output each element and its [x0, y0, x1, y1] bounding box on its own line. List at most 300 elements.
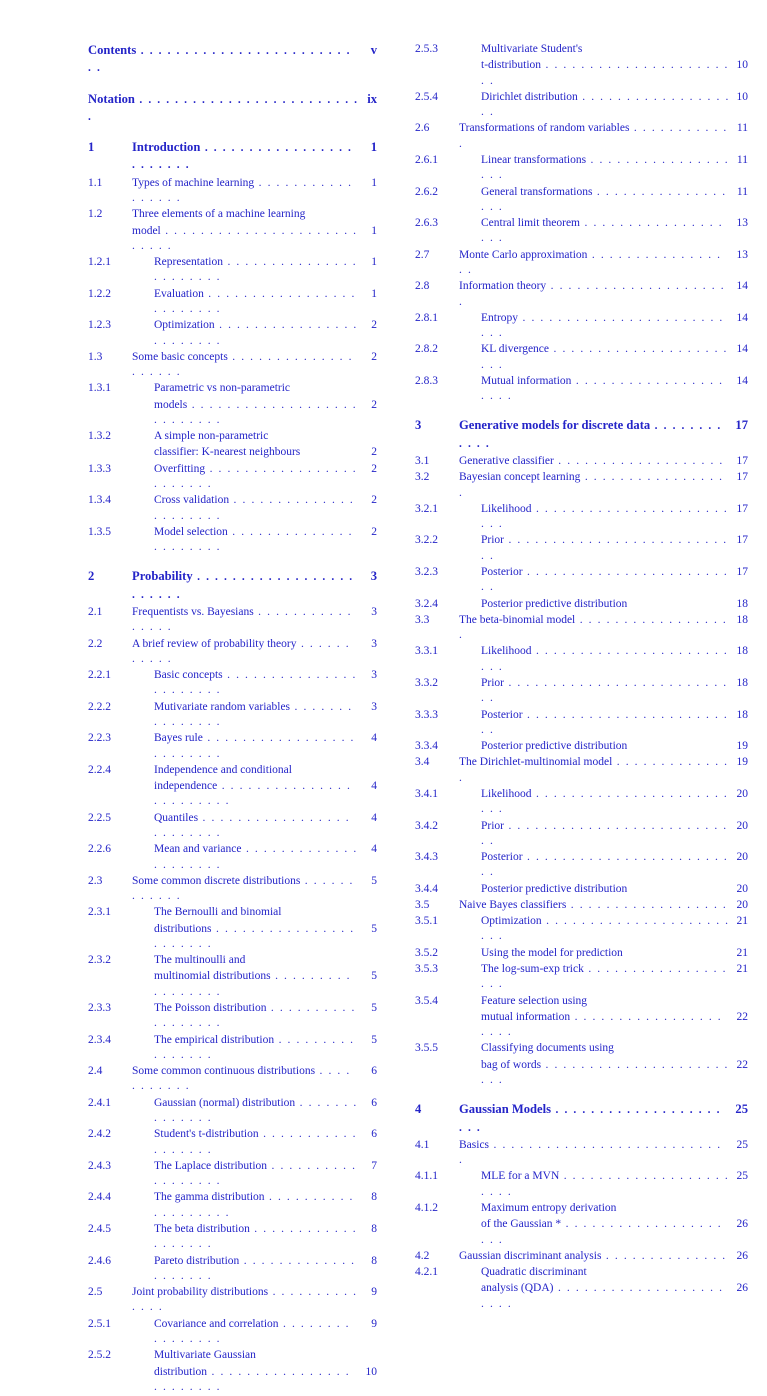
toc-entry-page-number: 13 [736, 248, 748, 261]
toc-entry-number: 2.5.2 [88, 1349, 111, 1362]
toc-entry-title [132, 811, 359, 842]
dot-leader: . . . . . . . . . . . . . . . . . . . . . . . [481, 1282, 724, 1310]
toc-subsection-entry[interactable] [415, 42, 748, 57]
toc-entry-title-text: multinomial distributions [154, 970, 271, 983]
toc-entry-title-text: Quantiles [154, 811, 199, 824]
toc-entry-title [459, 946, 730, 961]
toc-entry-page-number: 26 [736, 1249, 748, 1262]
toc-subsection-entry[interactable] [88, 525, 377, 556]
toc-entry-title-text: Likelihood [481, 502, 532, 515]
toc-entry-page-number: 5 [371, 874, 377, 887]
toc-entry-number: 3.4.4 [415, 882, 438, 895]
toc-entry-title-text: Using the model for prediction [481, 946, 623, 959]
dot-leader: . . . . . . . . . . . . . . . . . . . . . . . . . [154, 811, 351, 839]
toc-subsection-entry[interactable] [88, 462, 377, 493]
toc-entry-number: 2.2.1 [88, 669, 111, 682]
toc-entry-title-text: Prior [481, 819, 504, 832]
toc-subsection-entry[interactable] [88, 1096, 377, 1127]
toc-subsection-entry[interactable] [88, 969, 377, 1000]
toc-entry-title-text: The Poisson distribution [154, 1002, 267, 1015]
toc-subsection-entry[interactable] [415, 58, 748, 89]
dot-leader: . . . . . . . . . . . . . . . . . . . . . . [154, 525, 354, 554]
toc-entry-page-number: 14 [736, 374, 748, 387]
toc-subsection-entry[interactable] [415, 882, 748, 897]
toc-entry-page-number: 8 [371, 1222, 377, 1235]
toc-entry-number: 3.2.1 [415, 502, 438, 515]
toc-entry-title [437, 454, 730, 469]
toc-entry-page-number: 20 [736, 819, 748, 832]
toc-entry-title [132, 398, 359, 429]
toc-entry-title [459, 58, 730, 89]
toc-entry-page-number: 1 [371, 224, 377, 237]
toc-entry-title-text: model [132, 224, 161, 237]
toc-section-entry[interactable] [88, 1285, 377, 1316]
toc-entry-title [459, 565, 730, 596]
toc-entry-page-number: 14 [736, 280, 748, 293]
toc-entry-title [459, 1201, 730, 1216]
toc-subsection-entry[interactable] [415, 994, 748, 1009]
toc-section-entry[interactable] [88, 605, 377, 636]
toc-subsection-entry[interactable] [415, 374, 748, 405]
dot-leader: . . . . . . . . . . . . . . . . . . . [154, 1191, 355, 1219]
toc-subsection-entry[interactable] [88, 1033, 377, 1064]
toc-entry-page-number: 20 [736, 882, 748, 895]
toc-entry-number: 2.8 [415, 280, 430, 293]
toc-entry-title-text: Likelihood [481, 787, 532, 800]
toc-section-entry[interactable] [415, 279, 748, 310]
toc-entry-page-number: 8 [371, 1191, 377, 1204]
toc-subsection-entry[interactable] [415, 1058, 748, 1089]
toc-subsection-entry[interactable] [415, 914, 748, 945]
toc-entry-title [437, 755, 730, 786]
toc-entry-title [110, 1064, 359, 1095]
toc-entry-page-number: 10 [736, 90, 748, 103]
toc-entry-number: 3.4.1 [415, 787, 438, 800]
toc-subsection-entry[interactable] [415, 739, 748, 754]
toc-subsection-entry[interactable] [88, 700, 377, 731]
toc-entry-title-text: The Dirichlet-multinomial model [459, 756, 613, 769]
toc-entry-title [132, 969, 359, 1000]
toc-entry-title-text: Introduction [132, 140, 201, 155]
toc-entry-title [110, 139, 359, 174]
toc-entry-title [110, 176, 359, 207]
toc-entry-page-number: 13 [736, 217, 748, 230]
toc-entry-page-number: 3 [371, 700, 377, 713]
toc-entry-number: 2.2.5 [88, 811, 111, 824]
toc-section-entry[interactable] [88, 224, 377, 255]
toc-entry-page-number: 20 [736, 787, 748, 800]
toc-entry-title [110, 568, 359, 603]
toc-section-entry[interactable] [415, 470, 748, 501]
toc-entry-title [132, 1317, 359, 1348]
toc-entry-number: 1.2 [88, 208, 103, 221]
toc-section-entry[interactable] [415, 454, 748, 469]
toc-entry-number: 3.1 [415, 455, 430, 468]
dot-leader: . . . . . . . . . . . . . . . . . . . . . . . . . . . [481, 819, 728, 847]
toc-entry-number: 2.4.1 [88, 1096, 111, 1109]
toc-section-entry[interactable] [88, 350, 377, 381]
toc-subsection-entry[interactable] [415, 1041, 748, 1056]
toc-section-entry[interactable] [415, 755, 748, 786]
dot-leader: . . . . . . . . . . . . . . . . . . . . . . . . . . [88, 45, 352, 75]
dot-leader: . . . . . . . . . . . . . . . . . . . . . . . . . [481, 645, 729, 673]
toc-section-entry[interactable] [415, 1138, 748, 1169]
toc-entry-title-text: of the Gaussian * [481, 1218, 562, 1231]
toc-entry-title-text: The Bernoulli and binomial [154, 906, 282, 919]
toc-entry-title [459, 90, 730, 121]
toc-subsection-entry[interactable] [415, 311, 748, 342]
toc-entry-page-number: 11 [736, 122, 748, 135]
dot-leader: . . . . . . . . . . . . . . . . [154, 1033, 355, 1061]
dot-leader: . . . . . . . . . . . . . . . . . . . . . . [154, 494, 355, 522]
toc-entry-title-text: Parametric vs non-parametric [154, 382, 291, 395]
toc-entry-page-number: 17 [736, 566, 748, 578]
toc-subsection-entry[interactable] [88, 1254, 377, 1285]
toc-entry-title-text: The beta-binomial model [459, 613, 576, 626]
dot-leader: . . . . . . . . . . . . . . . . . . [459, 613, 728, 642]
toc-subsection-entry[interactable] [415, 216, 748, 247]
toc-entry-title-text: Pareto distribution [154, 1254, 240, 1267]
toc-chapter-entry[interactable] [415, 1101, 748, 1136]
toc-entry-title-text: Entropy [481, 311, 519, 324]
toc-subsection-entry[interactable] [88, 1159, 377, 1190]
toc-entry-number: 3.3.4 [415, 740, 438, 753]
dot-leader: . . . . . . . . . . . . . . . . . . . . . . . [154, 669, 357, 697]
toc-entry-page-number: 10 [365, 1365, 377, 1378]
toc-section-entry[interactable] [88, 176, 377, 207]
toc-entry-title-text: Model selection [154, 525, 228, 538]
toc-entry-page-number: 21 [736, 915, 748, 928]
dot-leader: . . . . . . . . . . . . . . . . . . . [481, 217, 724, 245]
toc-entry-page-number: 18 [736, 645, 748, 658]
toc-entry-number: 2.2.4 [88, 763, 111, 776]
toc-entry-page-number: 20 [736, 898, 748, 911]
toc-section-entry[interactable] [88, 637, 377, 668]
toc-subsection-entry[interactable] [88, 763, 377, 778]
toc-subsection-entry[interactable] [88, 1365, 377, 1396]
toc-subsection-entry[interactable] [415, 1265, 748, 1280]
toc-entry-title-text: Notation [88, 91, 135, 106]
toc-entry-title-text: The gamma distribution [154, 1191, 265, 1204]
dot-leader: . . . . . . . . . . . . . . . . . . . . . . . . . . . [154, 398, 358, 426]
toc-subsection-entry[interactable] [88, 318, 377, 349]
dot-leader: . . . . . . . . . . . . . . . . . . . . . [481, 1218, 723, 1246]
dot-leader: . . . . . . . . . . . . . . . . . . . . . . . . . . . [481, 534, 728, 562]
toc-entry-page-number: 2 [371, 350, 377, 363]
toc-entry-title [132, 763, 359, 778]
dot-leader: . . . . . . . . . . . . . . . . . . . . . . . [481, 59, 730, 87]
toc-entry-title-text: Gaussian discriminant analysis [459, 1249, 602, 1262]
toc-entry-page-number: 14 [736, 311, 748, 324]
toc-subsection-entry[interactable] [88, 1222, 377, 1253]
toc-entry-title-text: Feature selection using [481, 994, 588, 1007]
toc-entry-page-number: 2 [371, 398, 377, 411]
toc-entry-title [132, 1033, 359, 1064]
toc-subsection-entry[interactable] [88, 287, 377, 318]
toc-entry-page-number: 26 [736, 1218, 748, 1231]
toc-subsection-entry[interactable] [88, 1127, 377, 1158]
toc-section-entry[interactable] [415, 898, 748, 913]
toc-entry-number: 2.3.4 [88, 1033, 111, 1046]
toc-entry-title-text: Basics [459, 1138, 490, 1151]
toc-entry-number: 2 [88, 569, 95, 584]
toc-subsection-entry[interactable] [415, 676, 748, 707]
dot-leader: . . . . . . . . . . . . . . [132, 1286, 358, 1314]
toc-entry-number: 2.3.3 [88, 1002, 111, 1015]
toc-entry-number: 2.4 [88, 1065, 103, 1078]
toc-entry-number: 3 [415, 418, 422, 433]
dot-leader: . . . . . . . . . . . . . . . . . . . . . . . [481, 1170, 730, 1198]
toc-entry-title-text: Optimization [154, 319, 215, 332]
toc-entry-title [132, 1365, 359, 1396]
toc-entry-page-number: 18 [736, 613, 748, 626]
toc-subsection-entry[interactable] [415, 962, 748, 993]
toc-section-entry[interactable] [415, 248, 748, 279]
toc-entry-title-text: Transformations of random variables [459, 122, 630, 135]
toc-frontmatter-entry[interactable] [88, 42, 377, 77]
dot-leader: . . . . . . . . . . . . . . . . . . [154, 1128, 358, 1156]
toc-entry-title-text: Posterior [481, 708, 523, 721]
toc-entry-title [459, 644, 730, 675]
toc-entry-title-text: Prior [481, 534, 504, 547]
toc-entry-title [437, 470, 730, 501]
dot-leader: . . . . . . . . . . . . . . [601, 1249, 727, 1262]
dot-leader: . . . . . . . . . . . [132, 1065, 351, 1093]
toc-chapter-entry[interactable] [88, 139, 377, 174]
toc-subsection-entry[interactable] [88, 779, 377, 810]
toc-entry-number: 2.6.2 [415, 185, 438, 198]
toc-subsection-entry[interactable] [88, 811, 377, 842]
toc-section-entry[interactable] [88, 1064, 377, 1095]
toc-entry-number: 2.3 [88, 874, 103, 887]
dot-leader: . . . . . . . . . . . . . . . . . . . . [132, 350, 354, 379]
toc-entry-title [459, 882, 730, 897]
toc-entry-title-text: Basic concepts [154, 669, 223, 682]
toc-subsection-entry[interactable] [415, 153, 748, 184]
toc-entry-number: 2.6.3 [415, 217, 438, 230]
toc-entry-page-number: 17 [736, 534, 748, 547]
toc-entry-number: 4 [415, 1102, 422, 1117]
dot-leader: . . . . . . . . . . . . . . . . . . [481, 185, 727, 213]
toc-entry-number: 2.2.2 [88, 700, 111, 713]
toc-entry-title [437, 121, 730, 152]
toc-entry-page-number: 22 [736, 1058, 748, 1071]
toc-entry-number: 3.5.2 [415, 946, 438, 959]
toc-section-entry[interactable] [88, 874, 377, 905]
toc-subsection-entry[interactable] [88, 668, 377, 699]
toc-section-entry[interactable] [415, 1249, 748, 1264]
toc-entry-number: 2.5.3 [415, 43, 438, 55]
toc-subsection-entry[interactable] [415, 1217, 748, 1248]
toc-subsection-entry[interactable] [415, 565, 748, 596]
toc-entry-page-number: 5 [371, 970, 377, 983]
toc-entry-title-text: General transformations [481, 185, 593, 198]
dot-leader: . . . . . . . . . . . . . . . . . [154, 970, 352, 998]
toc-entry-number: 2.2 [88, 637, 103, 650]
toc-entry-title-text: Generative classifier [459, 455, 554, 468]
toc-entry-title-text: A brief review of probability theory [132, 637, 297, 650]
toc-subsection-entry[interactable] [415, 819, 748, 850]
toc-subsection-entry[interactable] [88, 731, 377, 762]
toc-entry-page-number: 4 [371, 843, 377, 856]
toc-entry-page-number: 9 [371, 1286, 377, 1299]
toc-entry-number: 3.3.3 [415, 708, 438, 721]
toc-entry-title [132, 462, 359, 493]
toc-entry-title [437, 1249, 730, 1264]
toc-entry-title [132, 525, 359, 556]
toc-entry-title [459, 502, 730, 533]
toc-entry-page-number: 5 [371, 1002, 377, 1015]
toc-entry-page-number: 5 [371, 1033, 377, 1046]
toc-entry-title-text: Information theory [459, 280, 547, 293]
toc-entry-number: 2.4.4 [88, 1191, 111, 1204]
dot-leader: . . . . . . . . . . . . . . . . . . . . . . . . . [481, 787, 729, 816]
dot-leader: . . . . . . . . . . . . . . . . . . . . . . [459, 1104, 722, 1134]
toc-entry-title [459, 153, 730, 184]
toc-entry-page-number: 7 [371, 1159, 377, 1172]
toc-subsection-entry[interactable] [415, 787, 748, 818]
toc-entry-number: 3.5.5 [415, 1042, 438, 1055]
toc-subsection-entry[interactable] [415, 1010, 748, 1041]
toc-entry-page-number: 1 [371, 287, 377, 300]
toc-entry-title [459, 374, 730, 405]
toc-entry-title-text: Generative models for discrete data [459, 418, 651, 433]
toc-subsection-entry[interactable] [415, 533, 748, 564]
toc-entry-title-text: Three elements of a machine learning [132, 208, 306, 221]
toc-entry-title-text: Some common discrete distributions [132, 874, 301, 887]
toc-entry-title [459, 1169, 730, 1200]
toc-subsection-entry[interactable] [88, 445, 377, 460]
toc-entry-title [132, 700, 359, 731]
toc-entry-page-number: 1 [371, 256, 377, 269]
toc-entry-number: 3.2.2 [415, 534, 438, 547]
toc-entry-page-number: 19 [736, 756, 748, 769]
dot-leader: . . . . . . . . . . . . . . . . . [459, 248, 722, 276]
toc-subsection-entry[interactable] [88, 1190, 377, 1221]
toc-subsection-entry[interactable] [415, 597, 748, 612]
toc-subsection-entry[interactable] [415, 90, 748, 121]
toc-subsection-entry[interactable] [88, 905, 377, 920]
dot-leader: . . . . . . . . . . . . [132, 874, 355, 903]
toc-entry-title-text: Some basic concepts [132, 350, 228, 363]
toc-entry-title [132, 905, 359, 920]
toc-subsection-entry[interactable] [415, 644, 748, 675]
toc-entry-page-number: 6 [371, 1065, 377, 1078]
toc-entry-title [437, 1138, 730, 1169]
toc-entry-page-number: 1 [371, 176, 377, 189]
toc-entry-title [437, 613, 730, 644]
toc-entry-number: 4.1.2 [415, 1201, 438, 1214]
toc-entry-page-number: 3 [370, 569, 377, 584]
toc-entry-page-number: 20 [736, 851, 748, 864]
toc-entry-title-text: Classifying documents using [481, 1042, 614, 1055]
toc-subsection-entry[interactable] [415, 1201, 748, 1216]
toc-subsection-entry[interactable] [415, 946, 748, 961]
toc-subsection-entry[interactable] [415, 342, 748, 373]
toc-entry-number: 2.2.3 [88, 732, 111, 745]
toc-chapter-entry[interactable] [88, 568, 377, 603]
toc-entry-title-text: Probability [132, 569, 193, 584]
toc-entry-page-number: 17 [736, 502, 748, 515]
toc-subsection-entry[interactable] [88, 493, 377, 524]
toc-subsection-entry[interactable] [415, 502, 748, 533]
toc-entry-title [459, 216, 730, 247]
dot-leader: . . . . . . . . . . . . . . . . . . [154, 1002, 356, 1030]
toc-frontmatter-entry[interactable] [88, 91, 377, 126]
toc-entry-number: 3.3.2 [415, 676, 438, 689]
toc-entry-number: 1.1 [88, 176, 103, 189]
toc-subsection-entry[interactable] [415, 185, 748, 216]
toc-subsection-entry[interactable] [88, 429, 377, 444]
toc-entry-title [132, 1159, 359, 1190]
toc-entry-page-number: 18 [736, 708, 748, 721]
toc-entry-title-text: KL divergence [481, 343, 550, 356]
toc-entry-title-text: distributions [154, 922, 212, 935]
toc-subsection-entry[interactable] [415, 850, 748, 881]
toc-subsection-entry[interactable] [88, 398, 377, 429]
toc-entry-title-text: classifier: K-nearest neighbours [154, 446, 301, 459]
toc-entry-title [110, 605, 359, 636]
toc-subsection-entry[interactable] [88, 953, 377, 968]
toc-entry-number: 4.2.1 [415, 1266, 438, 1279]
toc-subsection-entry[interactable] [88, 1001, 377, 1032]
toc-entry-number: 3.3.1 [415, 645, 438, 658]
toc-entry-page-number: 2 [371, 319, 377, 332]
toc-section-entry[interactable] [415, 613, 748, 644]
toc-subsection-entry[interactable] [88, 381, 377, 396]
toc-entry-title [459, 533, 730, 564]
toc-entry-title [459, 787, 730, 818]
toc-entry-title [459, 994, 730, 1009]
toc-entry-title-text: Quadratic discriminant [481, 1266, 587, 1279]
toc-subsection-entry[interactable] [415, 1169, 748, 1200]
toc-entry-title [459, 1058, 730, 1089]
toc-entry-number: 3.5.3 [415, 963, 438, 976]
toc-subsection-entry[interactable] [88, 255, 377, 286]
toc-subsection-entry[interactable] [415, 1281, 748, 1312]
toc-entry-title [459, 676, 730, 707]
toc-subsection-entry[interactable] [88, 1348, 377, 1363]
toc-entry-title [459, 1217, 730, 1248]
toc-subsection-entry[interactable] [415, 708, 748, 739]
dot-leader: . . . . . . . . . . . . . . . . . . . . . . . . . . . [459, 1138, 722, 1167]
toc-entry-title-text: Posterior predictive distribution [481, 597, 628, 610]
toc-section-entry[interactable] [415, 121, 748, 152]
toc-subsection-entry[interactable] [88, 1317, 377, 1348]
toc-entry-number: 1.3.3 [88, 462, 111, 475]
toc-chapter-entry[interactable] [415, 417, 748, 452]
toc-subsection-entry[interactable] [88, 842, 377, 873]
toc-entry-number: 4.1.1 [415, 1170, 438, 1183]
toc-entry-title-text: Covariance and correlation [154, 1317, 279, 1330]
toc-entry-title [132, 445, 359, 460]
toc-entry-title-text: Multivariate Student's [481, 43, 583, 55]
toc-entry-page-number: 10 [736, 59, 748, 72]
toc-entry-title [459, 1010, 730, 1041]
toc-entry-title-text: Representation [154, 256, 223, 269]
toc-subsection-entry[interactable] [88, 922, 377, 953]
toc-entry-page-number: 26 [736, 1282, 748, 1295]
toc-entry-title-text: independence [154, 780, 218, 793]
toc-entry-title-text: Mutual information [481, 374, 572, 387]
toc-entry-page-number: 11 [736, 153, 748, 166]
toc-entry-page-number: 17 [736, 471, 748, 484]
toc-entry-title [459, 42, 730, 57]
toc-entry-number: 1.3.1 [88, 382, 111, 395]
toc-entry-title-text: Posterior [481, 851, 523, 864]
toc-section-entry[interactable] [88, 207, 377, 222]
toc-entry-title [132, 731, 359, 762]
